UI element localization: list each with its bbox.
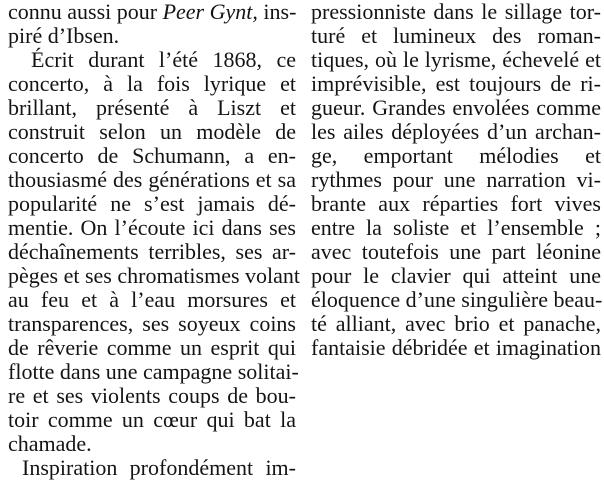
right-column: [311, 0, 601, 360]
text-line: entre la soliste et l’ensemble ;: [311, 215, 601, 240]
work-title-italic: Peer Gynt,: [162, 0, 258, 24]
text-line: concerto de Schumann, a en-: [8, 143, 296, 168]
text-line: concerto, à la fois lyrique et: [8, 71, 296, 96]
text-line: brante aux réparties fort vives: [311, 191, 601, 216]
text-line: piré d’Ibsen.: [8, 23, 120, 48]
text-line: avec toutefois une part léonine: [311, 239, 601, 264]
text-line: fantaisie débridée et imagination: [311, 335, 601, 360]
text-line: brillant, présenté à Liszt et: [8, 95, 296, 120]
text-segment: connu aussi pour: [8, 0, 163, 24]
paragraph-start-line: Inspiration profondément im-: [22, 455, 296, 480]
text-line: les ailes déployées d’un archan-: [311, 119, 601, 144]
text-line: construit selon un modèle de: [8, 119, 296, 144]
text-line: turé et lumineux des roman-: [311, 23, 601, 48]
text-line: popularité ne s’est jamais dé-: [8, 191, 296, 216]
text-line: toir comme un cœur qui bat la: [8, 407, 296, 432]
text-line: mentie. On l’écoute ici dans ses: [8, 215, 296, 240]
text-line: pèges et ses chromatismes volant: [8, 263, 301, 288]
text-segment: ins-: [257, 0, 297, 24]
text-line: té alliant, avec brio et panache,: [311, 311, 601, 336]
text-line: ge, emportant mélodies et: [311, 143, 601, 168]
text-line: déchaînements terribles, ses ar-: [8, 239, 296, 264]
left-column: [8, 0, 301, 480]
text-line: pressionniste dans le sillage tor-: [311, 0, 601, 24]
text-line: gueur. Grandes envolées comme: [311, 95, 601, 120]
text-line: de rêverie comme un esprit qui: [8, 335, 296, 360]
text-line: rythmes pour une narration vi-: [311, 167, 601, 192]
text-line: éloquence d’une singulière beau-: [311, 287, 603, 312]
paragraph-start-line: Écrit durant l’été 1868, ce: [31, 47, 296, 72]
text-line: flotte dans une campagne solitai-: [8, 359, 299, 384]
text-line: tiques, où le lyrisme, échevelé et: [311, 47, 601, 72]
text-line: thousiasmé des générations et sa: [8, 167, 296, 192]
text-line: au feu et à l’eau morsures et: [8, 287, 296, 312]
text-line: imprévisible, est toujours de ri-: [311, 71, 601, 96]
text-line: chamade.: [8, 431, 92, 456]
text-line: re et ses violents coups de bou-: [8, 383, 296, 408]
text-line: pour le clavier qui atteint une: [311, 263, 601, 288]
text-line: [8, 0, 296, 24]
text-line: transparences, ses soyeux coins: [8, 311, 296, 336]
